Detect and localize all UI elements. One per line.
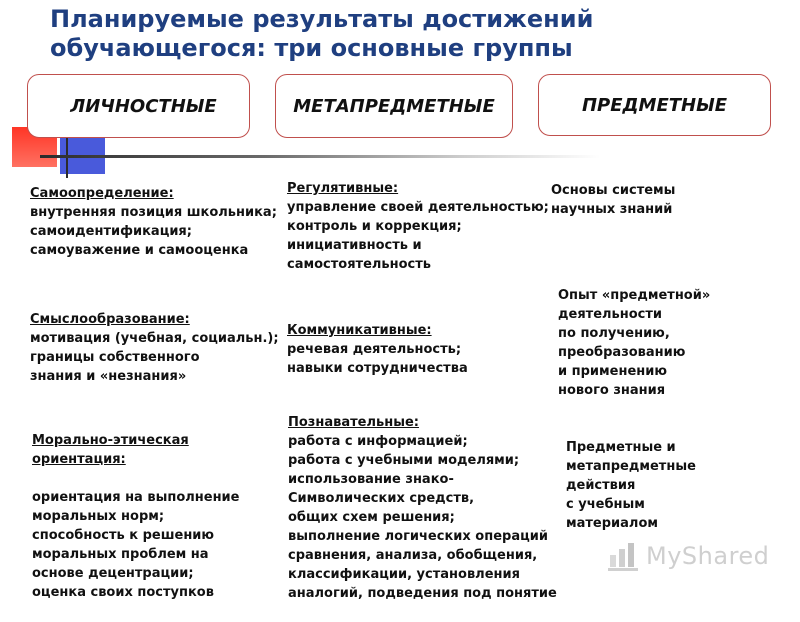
block-heading: Смыслообразование: — [30, 312, 190, 327]
block-heading: Познавательные: — [288, 415, 419, 430]
block-text: работа с информацией; работа с учебными моделями; использование знако- Символических средств, общих схем решения; выполнение логических операций сравнения, анализа, обобщения, классификации, установления аналогий, подведения под понятие — [288, 434, 557, 601]
block-text: внутренняя позиция школьника; самоидентификация; самоуважение и самооценка — [30, 205, 277, 258]
watermark-logo — [608, 538, 769, 574]
personal-meaning-formation — [30, 291, 279, 405]
category-meta: МЕТАПРЕДМЕТНЫЕ — [275, 74, 513, 138]
subject-activity-experience: Опыт «предметной» деятельности по получению, преобразованию и применению нового знания — [558, 288, 711, 398]
category-personal: ЛИЧНОСТНЫЕ — [27, 74, 250, 138]
subject-actions: Предметные и метапредметные действия с учебным материалом — [566, 440, 696, 531]
meta-regulatory — [287, 160, 549, 293]
meta-cognitive — [288, 394, 557, 622]
decor-horizontal-line — [40, 155, 600, 158]
watermark-text: MyShared — [646, 542, 770, 570]
block-text: ориентация на выполнение моральных норм; способность к решению моральных проблем на основе децентрации; оценка своих поступков — [32, 490, 240, 600]
chart-logo-icon — [608, 541, 640, 571]
subject-knowledge-basis: Основы системы научных знаний — [551, 183, 676, 217]
meta-communicative — [287, 302, 468, 397]
block-heading: Регулятивные: — [287, 181, 399, 196]
personal-moral-orientation — [32, 412, 239, 621]
block-text: мотивация (учебная, социальн.); границы собственного знания и «незнания» — [30, 331, 279, 384]
block-text: управление своей деятельностью; контроль и коррекция; инициативность и самостоятельность — [287, 200, 549, 272]
slide-title: Планируемые результаты достижений обучающегося: три основные группы — [50, 5, 594, 62]
block-heading: Коммуникативные: — [287, 323, 432, 338]
block-heading: Морально-этическая ориентация: — [32, 433, 189, 467]
block-heading: Самоопределение: — [30, 186, 174, 201]
block-text: речевая деятельность; навыки сотрудничества — [287, 342, 468, 376]
personal-self-determination — [30, 165, 277, 279]
category-subject: ПРЕДМЕТНЫЕ — [538, 74, 771, 136]
